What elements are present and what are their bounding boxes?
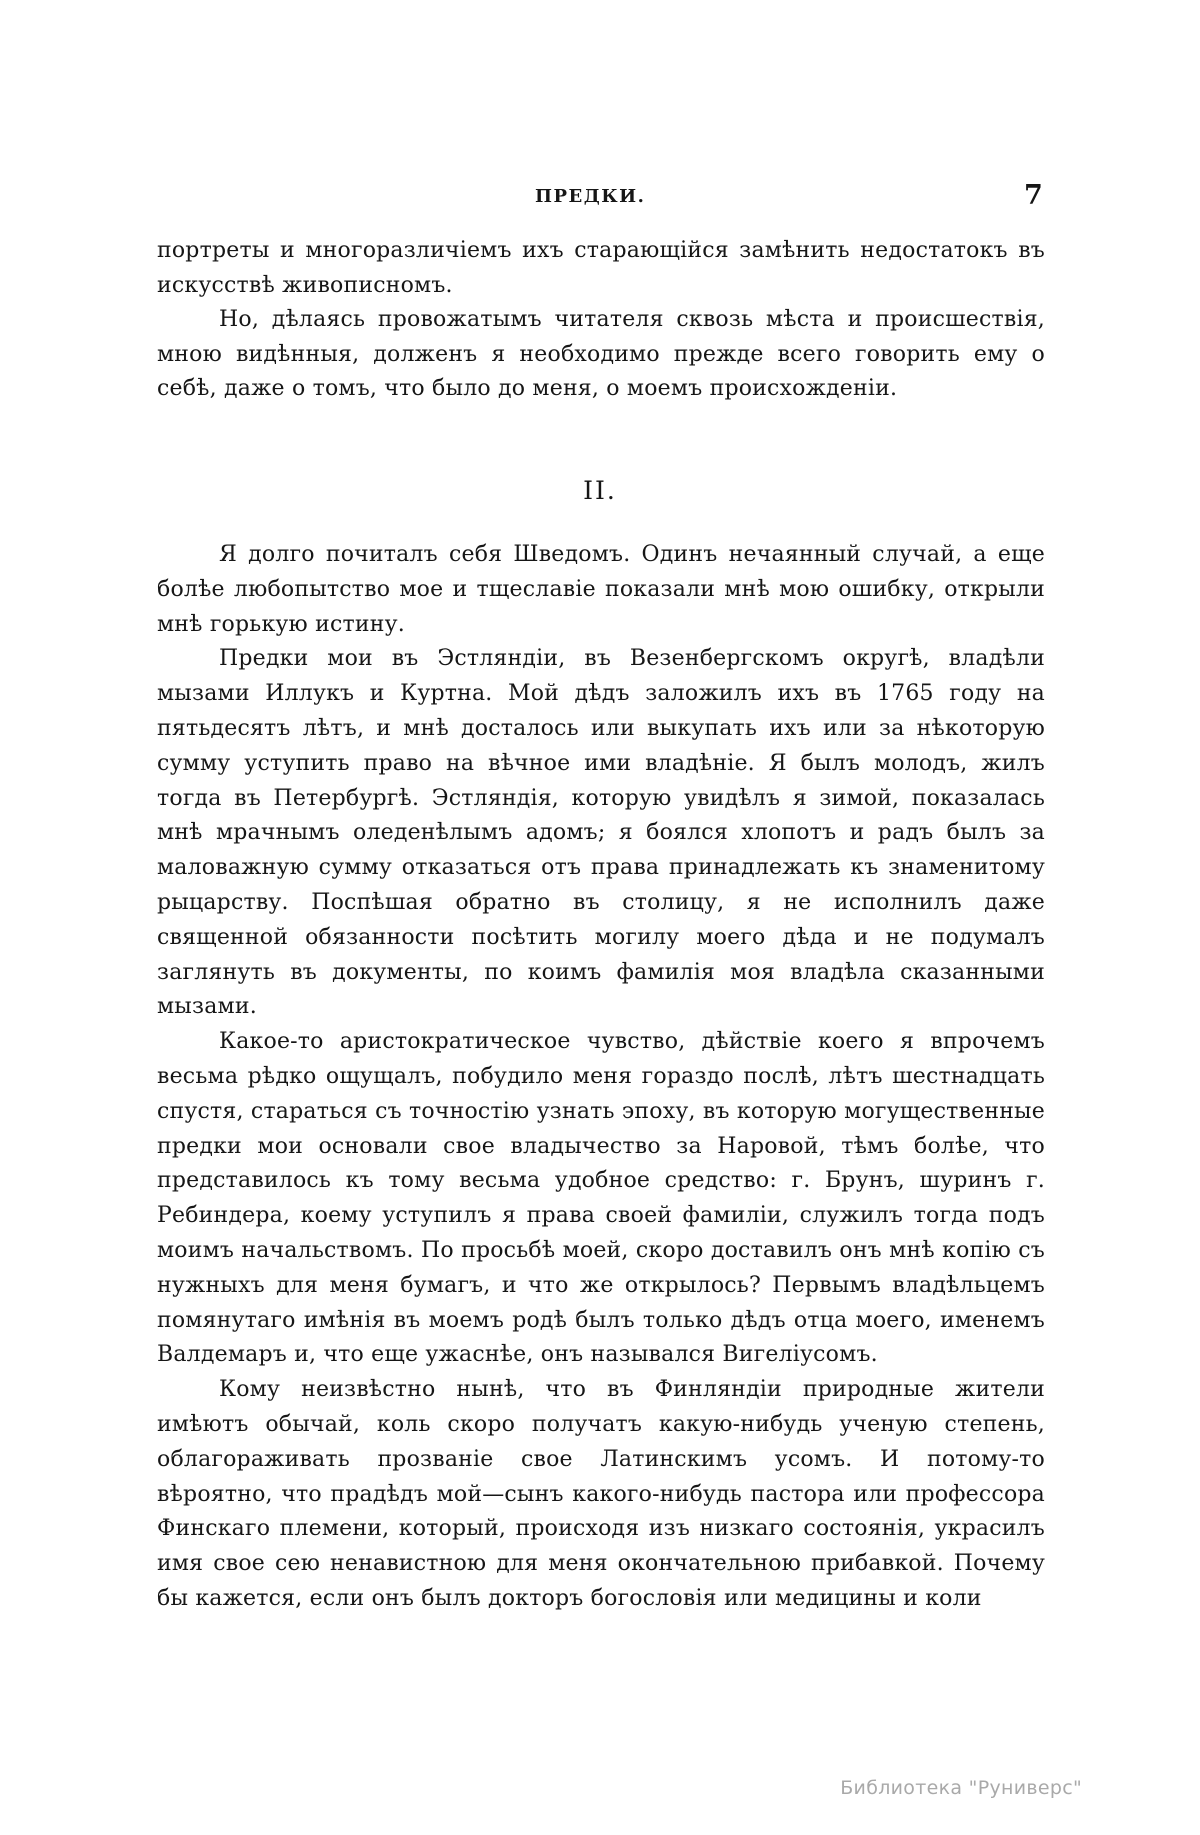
paragraph: Кому неизвѣстно нынѣ, что въ Финляндіи природные жители имѣютъ обычай, коль скоро получатъ какую-нибудь ученую степень, облагораживать прозваніе свое Латинскимъ усомъ. И потому-то вѣроятно, что прадѣдъ мой—сынъ какого-нибудь пастора или профессора Финскаго племени, который, происходя изъ низкаго состоянія, украсилъ имя свое сею ненавистною для меня окончательною прибавкой. Почему бы кажется, если онъ былъ докторъ богословія или медицины и коли: [157, 1377, 1045, 1611]
paragraph: Предки мои въ Эстляндіи, въ Везенбергскомъ округѣ, владѣли мызами Иллукъ и Куртна. Мой дѣдъ заложилъ ихъ въ 1765 году на пятьдесятъ лѣтъ, и мнѣ досталось или выкупать ихъ или за нѣкоторую сумму уступить право на вѣчное ими владѣніе. Я былъ молодъ, жилъ тогда въ Петербургѣ. Эстляндія, которую увидѣлъ я зимой, показалась мнѣ мрачнымъ оледенѣлымъ адомъ; я боялся хлопотъ и радъ былъ за маловажную сумму отказаться отъ права принадлежать къ знаменитому рыцарству. Поспѣшая обратно въ столицу, я не исполнилъ даже священной обязанности посѣтить могилу моего дѣда и не подумалъ заглянуть въ документы, по коимъ фамилія моя владѣла сказанными мызами.: [157, 646, 1045, 1020]
paragraph-continued: портреты и многоразличіемъ ихъ старающійся замѣнить недостатокъ въ искусствѣ живописномъ.: [157, 238, 1045, 298]
paragraph: Какое-то аристократическое чувство, дѣйствіе коего я впрочемъ весьма рѣдко ощущалъ, побудило меня гораздо послѣ, лѣтъ шестнадцать спустя, стараться съ точностію узнать эпоху, въ которую могущественные предки мои основали свое владычество за Наровой, тѣмъ болѣе, что представилось къ тому весьма удобное средство: г. Брунъ, шуринъ г. Ребиндера, коему уступилъ я права своей фамиліи, служилъ тогда подъ моимъ начальствомъ. По просьбѣ моей, скоро доставилъ онъ мнѣ копію съ нужныхъ для меня бумагъ, и что же открылось? Первымъ владѣльцемъ помянутаго имѣнія въ моемъ родѣ былъ только дѣдъ отца моего, именемъ Валдемаръ и, что еще ужаснѣе, онъ назывался Вигеліусомъ.: [157, 1029, 1045, 1368]
paragraph: Но, дѣлаясь провожатымъ читателя сквозь мѣста и происшествія, мною видѣнныя, долженъ я необходимо прежде всего говорить ему о себѣ, даже о томъ, что было до меня, о моемъ происхожденіи.: [157, 307, 1045, 402]
section-heading: II.: [583, 476, 617, 505]
intro-text: [157, 234, 1045, 407]
paragraph: Я долго почиталъ себя Шведомъ. Одинъ нечаянный случай, а еще болѣе любопытство мое и тщеславіе показали мнѣ мою ошибку, открыли мнѣ горькую истину.: [157, 542, 1045, 637]
page-number: 7: [1024, 180, 1043, 211]
library-watermark: Библиотека "Руниверс": [840, 1777, 1082, 1799]
section-text: [157, 538, 1045, 1617]
running-title: ПРЕДКИ.: [535, 186, 646, 207]
running-head: [0, 180, 1200, 216]
